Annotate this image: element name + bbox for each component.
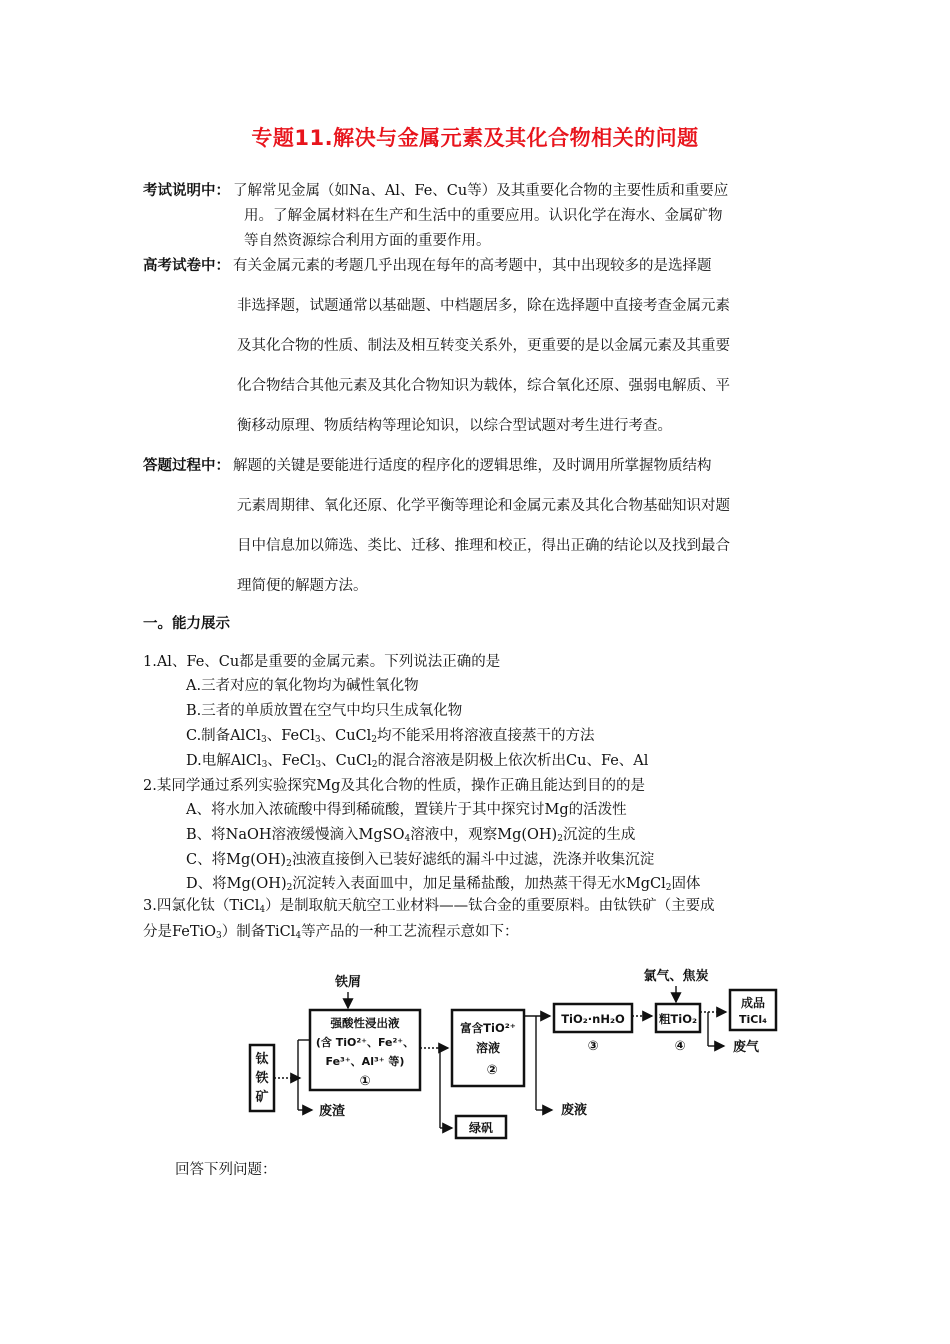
ore-label: 铁 <box>255 1071 269 1086</box>
answer-prompt: 回答下列问题： <box>175 1162 277 1178</box>
q2-option-b: B、将NaOH溶液缓慢滴入MgSO$_4$溶液中，观察$Mg(OH)_2$沉淀的生成 <box>186 827 636 844</box>
page-title: 专题11.解决与金属元素及其化合物相关的问题 <box>251 126 699 150</box>
step-number: ④ <box>674 1039 686 1054</box>
q2-option-d: D、将$Mg(OH)_2$沉淀转入表面皿中，加足量稀盐酸，加热蒸干得无水MgCl$_2$固体 <box>186 876 701 893</box>
ore-label: 钛 <box>255 1052 269 1067</box>
gaokao-line: 化合物结合其他元素及其化合物知识为载体，综合氧化还原、强弱电解质、平 <box>237 378 730 394</box>
process-flow-diagram <box>240 960 800 1140</box>
green-vitriol-label: 绿矾 <box>468 1121 494 1135</box>
waste-liquid-label: 废液 <box>560 1103 588 1118</box>
q1-option-c: C.制备AlCl$_3$、FeCl$_3$、CuCl$_2$均不能采用将溶液直接蒸干的方法 <box>186 728 595 745</box>
leach-label: Fe³⁺、Al³⁺ 等) <box>325 1055 405 1068</box>
question-2-stem: 2.某同学通过系列实验探究Mg及其化合物的性质，操作正确且能达到目的的是 <box>143 778 645 794</box>
rich-solution-label: 溶液 <box>475 1041 501 1055</box>
exam-desc-line: 用。了解金属材料在生产和生活中的重要应用。认识化学在海水、金属矿物 <box>244 208 723 224</box>
leach-label: 强酸性浸出液 <box>330 1016 400 1030</box>
ore-label: 矿 <box>255 1090 269 1105</box>
gaokao-line: 有关金属元素的考题几乎出现在每年的高考题中，其中出现较多的是选择题 <box>233 258 712 274</box>
product-label: 成品 <box>740 996 766 1010</box>
exam-desc-line: 等自然资源综合利用方面的重要作用。 <box>244 233 491 249</box>
iron-scrap-label: 铁屑 <box>334 975 362 990</box>
process-line: 理简便的解题方法。 <box>237 578 368 594</box>
gaokao-label: 高考试卷中： <box>143 258 230 274</box>
section-heading: 一。能力展示 <box>143 616 230 632</box>
gaokao-line: 衡移动原理、物质结构等理论知识，以综合型试题对考生进行考查。 <box>237 418 672 434</box>
exam-desc-line: 了解常见金属（如Na、Al、Fe、Cu等）及其重要化合物的主要性质和重要应 <box>233 183 729 199</box>
question-3-line-1: 3.四氯化钛（TiCl$_4$）是制取航天航空工业材料——钛合金的重要原料。由钛铁矿（主要成 <box>143 898 715 915</box>
step-number: ③ <box>587 1039 599 1054</box>
question-3-line-2: 分是FeTiO$_3$）制备TiCl$_4$等产品的一种工艺流程示意如下： <box>143 924 519 941</box>
q2-option-c: C、将$Mg(OH)_2$浊液直接倒入已装好滤纸的漏斗中过滤，洗涤并收集沉淀 <box>186 852 655 869</box>
gaokao-line: 非选择题，试题通常以基础题、中档题居多，除在选择题中直接考查金属元素 <box>237 298 730 314</box>
process-line: 目中信息加以筛选、类比、迁移、推理和校正，得出正确的结论以及找到最合 <box>237 538 730 554</box>
q1-option-a: A.三者对应的氧化物均为碱性氧化物 <box>186 678 419 694</box>
rich-solution-label: 富含TiO²⁺ <box>460 1021 516 1035</box>
process-line: 解题的关键是要能进行适度的程序化的逻辑思维，及时调用所掌握物质结构 <box>233 458 712 474</box>
exam-desc-label: 考试说明中： <box>143 183 230 199</box>
q1-option-b: B.三者的单质放置在空气中均只生成氧化物 <box>186 703 463 719</box>
leach-label: (含 TiO²⁺、Fe²⁺、 <box>315 1036 415 1049</box>
step-number: ① <box>359 1074 371 1089</box>
waste-residue-label: 废渣 <box>318 1104 346 1119</box>
waste-gas-label: 废气 <box>732 1040 760 1055</box>
step-number: ② <box>486 1063 498 1078</box>
gaokao-line: 及其化合物的性质、制法及相互转变关系外，更重要的是以金属元素及其重要 <box>237 338 730 354</box>
question-1-stem: 1.Al、Fe、Cu都是重要的金属元素。下列说法正确的是 <box>143 654 501 670</box>
q1-option-d: D.电解AlCl$_3$、FeCl$_3$、CuCl$_2$的混合溶液是阴极上依次析出Cu、Fe、Al <box>186 753 649 770</box>
product-label: TiCl₄ <box>739 1013 767 1026</box>
crude-tio2-label: 粗TiO₂ <box>658 1012 698 1026</box>
q2-option-a: A、将水加入浓硫酸中得到稀硫酸，置镁片于其中探究讨Mg的活泼性 <box>186 802 627 818</box>
reagents-label: 氯气、焦炭 <box>643 969 709 984</box>
process-label: 答题过程中： <box>143 458 230 474</box>
hydrate-label: TiO₂·nH₂O <box>561 1012 625 1026</box>
process-line: 元素周期律、氧化还原、化学平衡等理论和金属元素及其化合物基础知识对题 <box>237 498 730 514</box>
